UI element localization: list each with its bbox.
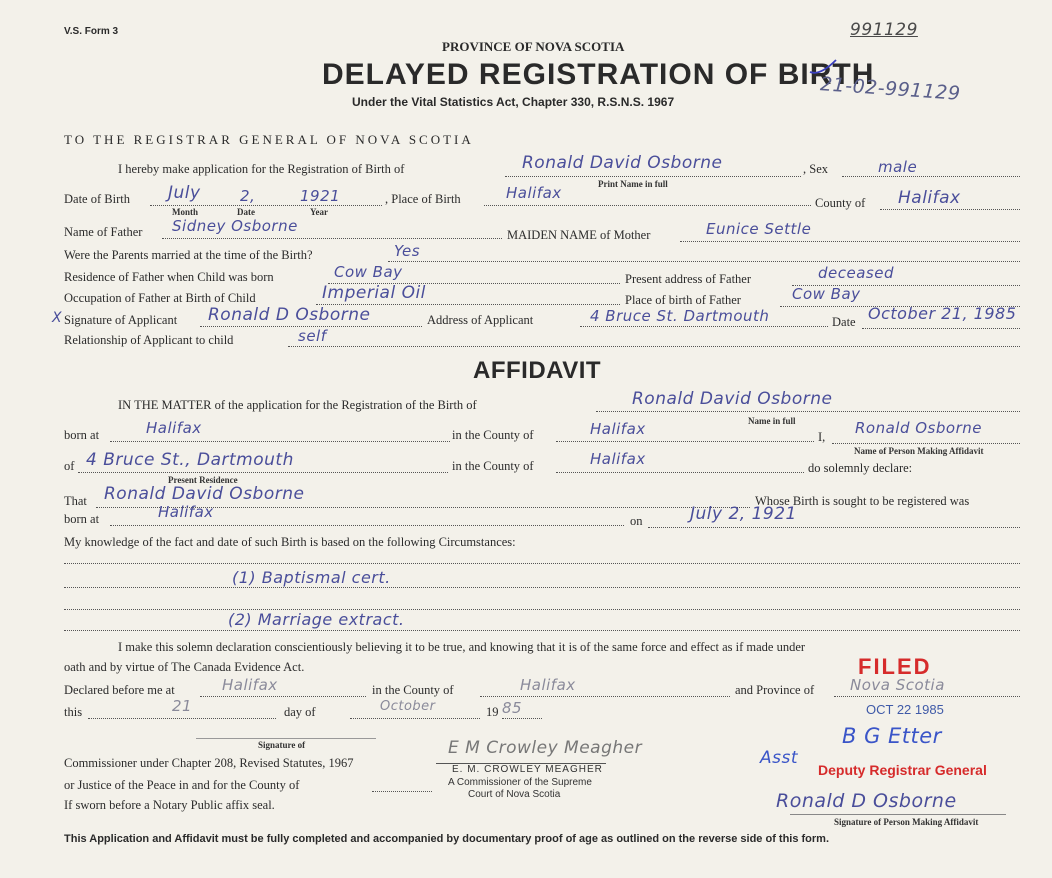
asst-annotation: Asst (760, 748, 799, 768)
born-at-label-2: born at (64, 512, 100, 526)
year-caption: Year (310, 207, 328, 217)
county-of-label-2: in the County of (452, 459, 534, 473)
form-title: DELAYED REGISTRATION OF BIRTH (322, 58, 875, 91)
deputy-registrar-stamp: Deputy Registrar General (818, 762, 987, 778)
year-suffix: 85 (502, 699, 523, 717)
commissioner-stamp-line-3: Court of Nova Scotia (468, 789, 561, 800)
married-label: Were the Parents married at the time of the Birth? (64, 248, 313, 262)
father-birthplace-value: Cow Bay (792, 285, 861, 303)
born-at-label: born at (64, 428, 100, 442)
circumstance-2: (2) Marriage extract. (228, 610, 405, 629)
i-label: I, (818, 430, 826, 444)
applicant-address-label: Address of Applicant (427, 313, 534, 327)
affiant-signature: Ronald D Osborne (776, 790, 957, 812)
declared-province: Nova Scotia (850, 676, 945, 694)
that-label: That (64, 494, 87, 508)
affidavit-name-line (596, 411, 1020, 412)
commissioner-county-line (372, 791, 432, 792)
county-of-label: in the County of (452, 428, 534, 442)
circ-line-1 (64, 563, 1020, 564)
province-label: and Province of (735, 683, 815, 697)
residence-of-line (78, 472, 448, 473)
dob-year: 1921 (300, 187, 341, 205)
affidavit-county: Halifax (590, 420, 646, 438)
signature-label: Signature of Applicant (64, 313, 178, 327)
declared-label: Declared before me at (64, 683, 175, 697)
sex-line (842, 176, 1020, 177)
whose-birth-label: Whose Birth is sought to be registered was (755, 494, 970, 508)
filed-stamp: FILED (858, 654, 932, 679)
born-at-line (110, 441, 450, 442)
declaration-line-2: oath and by virtue of The Canada Evidence Act. (64, 660, 305, 674)
relationship-label: Relationship of Applicant to child (64, 333, 234, 347)
present-address-value: deceased (818, 264, 894, 282)
affidavit-residence: 4 Bruce St., Dartmouth (86, 450, 294, 470)
on-line (648, 527, 1020, 528)
affiant-sig-caption: Signature of Person Making Affidavit (834, 817, 979, 827)
father-line (162, 238, 502, 239)
intro-label: I hereby make application for the Registration of Birth of (118, 162, 405, 176)
applicant-signature: Ronald D Osborne (208, 305, 371, 325)
file-number-top: 991129 (850, 20, 918, 40)
declared-at: Halifax (222, 676, 278, 694)
occupation-label: Occupation of Father at Birth of Child (64, 291, 256, 305)
place-label: , Place of Birth (385, 192, 461, 206)
of-label: of (64, 459, 75, 473)
county-of-label-3: in the County of (372, 683, 454, 697)
applicant-address-line (580, 326, 828, 327)
declared-line (200, 696, 366, 697)
date-line (862, 328, 1020, 329)
county-line (880, 209, 1020, 210)
father-label: Name of Father (64, 225, 143, 239)
commissioner-line-2: or Justice of the Peace in and for the County of (64, 778, 300, 792)
checkmark-icon (808, 58, 838, 78)
county-of-line (556, 441, 814, 442)
footer-note: This Application and Affidavit must be fully completed and accompanied by documentary proof of age as outlined on the reverse side of this form. (64, 833, 830, 845)
day-value: 21 (172, 697, 193, 715)
declared-county-line (480, 696, 730, 697)
province-line (834, 696, 1020, 697)
affidavit-name: Ronald David Osborne (632, 389, 833, 409)
father-value: Sidney Osborne (172, 217, 298, 235)
sex-value: male (878, 158, 918, 176)
circumstance-1: (1) Baptismal cert. (232, 568, 391, 587)
year-prefix: 19 (486, 705, 499, 719)
name-line (505, 176, 801, 177)
applicant-address-value: 4 Bruce St. Dartmouth (590, 307, 770, 325)
sex-label: , Sex (803, 162, 828, 176)
father-birthplace-label: Place of birth of Father (625, 293, 741, 307)
dob-label: Date of Birth (64, 192, 130, 206)
year-line (502, 718, 542, 719)
affiant-sig-line (790, 814, 1006, 815)
that-name: Ronald David Osborne (104, 484, 305, 504)
commissioner-signature: E M Crowley Meagher (448, 738, 643, 758)
affidavit-heading: AFFIDAVIT (473, 357, 602, 384)
affidavit-county-2: Halifax (590, 450, 646, 468)
dob-day: 2, (240, 187, 256, 205)
declaration-line-1: I make this solemn declaration conscientiously believing it to be true, and knowing that it is of the same force and effect as if made under (118, 640, 806, 654)
affiant-caption: Name of Person Making Affidavit (854, 446, 984, 456)
on-label: on (630, 514, 643, 528)
this-label: this (64, 705, 83, 719)
relationship-line (288, 346, 1020, 347)
day-line (88, 718, 276, 719)
form-number: V.S. Form 3 (64, 26, 119, 37)
married-value: Yes (394, 242, 421, 260)
name-full-caption: Name in full (748, 416, 796, 426)
commissioner-line-3: If sworn before a Notary Public affix seal. (64, 798, 275, 812)
day-of-label: day of (284, 705, 316, 719)
month-line (350, 718, 480, 719)
residence-value: Cow Bay (334, 263, 403, 281)
dob-month: July (168, 183, 201, 203)
mother-line (680, 241, 1020, 242)
signature-of-caption: Signature of (258, 740, 306, 750)
mother-label: MAIDEN NAME of Mother (507, 228, 651, 242)
margin-mark: X (52, 310, 63, 326)
present-address-label: Present address of Father (625, 272, 752, 286)
mother-value: Eunice Settle (706, 220, 812, 238)
circ-line-2 (64, 587, 1020, 588)
affiant-line (832, 443, 1020, 444)
county-value: Halifax (898, 188, 961, 208)
place-value: Halifax (506, 184, 562, 202)
file-number-side: 21-02-991129 (819, 73, 962, 105)
date-caption: Date (237, 207, 255, 217)
registrar-initials: B G Etter (842, 724, 942, 748)
born-at-line-2 (110, 525, 624, 526)
relationship-value: self (298, 327, 327, 345)
date-label: Date (832, 315, 856, 329)
commissioner-stamp-name: E. M. CROWLEY MEAGHER (452, 764, 603, 775)
affidavit-intro: IN THE MATTER of the application for the Registration of the Birth of (118, 398, 477, 412)
declared-county: Halifax (520, 676, 576, 694)
application-date: October 21, 1985 (868, 304, 1017, 323)
province-heading: PROVINCE OF NOVA SCOTIA (442, 39, 625, 54)
applicant-child-name: Ronald David Osborne (522, 153, 723, 173)
dob-line (150, 205, 382, 206)
print-name-caption: Print Name in full (598, 179, 668, 189)
occupation-value: Imperial Oil (322, 283, 426, 303)
month-caption: Month (172, 207, 199, 217)
month-value: October (380, 699, 436, 714)
act-reference: Under the Vital Statistics Act, Chapter 330, R.S.N.S. 1967 (352, 95, 675, 109)
residence-caption: Present Residence (168, 475, 238, 485)
filed-date-stamp: OCT 22 1985 (866, 702, 944, 717)
affiant-name: Ronald Osborne (855, 419, 982, 437)
born-at-value-2: Halifax (158, 503, 214, 521)
knowledge-label: My knowledge of the fact and date of such Birth is based on the following Circumstances: (64, 535, 516, 549)
county-of-line-2 (556, 472, 804, 473)
place-line (484, 205, 811, 206)
born-at-value: Halifax (146, 419, 202, 437)
circ-line-3 (64, 609, 1020, 610)
addressee: TO THE REGISTRAR GENERAL OF NOVA SCOTIA (64, 132, 474, 147)
on-date: July 2, 1921 (690, 504, 797, 524)
commissioner-sig-line (196, 738, 376, 739)
declare-label: do solemnly declare: (808, 461, 913, 475)
commissioner-line-1: Commissioner under Chapter 208, Revised Statutes, 1967 (64, 756, 354, 770)
commissioner-stamp-line-2: A Commissioner of the Supreme (448, 777, 592, 788)
residence-label: Residence of Father when Child was born (64, 270, 274, 284)
county-label: County of (815, 196, 866, 210)
circ-line-4 (64, 630, 1020, 631)
married-line (388, 261, 1020, 262)
